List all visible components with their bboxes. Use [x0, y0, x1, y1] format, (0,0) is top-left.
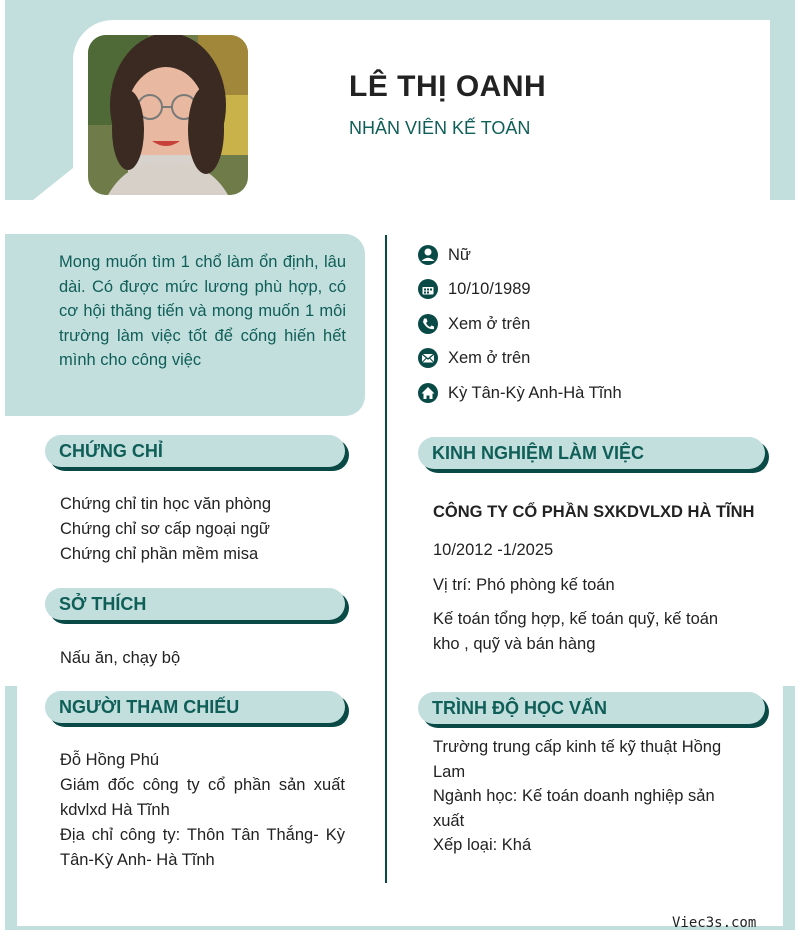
contact-birthday	[417, 277, 531, 301]
home-icon	[417, 382, 439, 404]
address-text: Kỳ Tân-Kỳ Anh-Hà Tĩnh	[448, 383, 622, 402]
phone-icon	[417, 313, 439, 335]
birthday-text: 10/10/1989	[448, 279, 531, 298]
contact-address	[417, 381, 622, 405]
job-title: NHÂN VIÊN KẾ TOÁN	[349, 118, 531, 138]
certificate-item: Chứng chỉ tin học văn phòng	[60, 495, 272, 513]
education-rank: Xếp loại: Khá	[433, 836, 532, 854]
contact-phone	[417, 312, 530, 336]
phone-text: Xem ở trên	[448, 314, 531, 333]
certificates-header	[45, 435, 345, 467]
experience-title: KINH NGHIỆM LÀM VIỆC	[432, 442, 645, 463]
hobbies-text: Nấu ăn, chạy bộ	[60, 649, 181, 667]
reference-address: Địa chỉ công ty: Thôn Tân Thắng- Kỳ Tân-Kỳ Anh- Hà Tĩnh	[60, 826, 345, 869]
experience-header	[418, 437, 765, 469]
certificate-item: Chứng chỉ sơ cấp ngoại ngữ	[60, 520, 270, 538]
education-school: Trường trung cấp kinh tế kỹ thuật Hồng Lam	[433, 738, 722, 781]
profile-photo	[88, 35, 248, 195]
calendar-icon	[417, 278, 439, 300]
company-name: CÔNG TY CỔ PHẦN SXKDVLXD HÀ TĨNH	[433, 503, 755, 521]
header-notch	[33, 168, 73, 200]
education-major: Ngành học: Kế toán doanh nghiệp sản xuất	[433, 787, 715, 830]
watermark: Viec3s.com	[672, 915, 757, 931]
certificate-item: Chứng chỉ phần mềm misa	[60, 545, 259, 563]
work-description: Kế toán tổng hợp, kế toán quỹ, kế toán kho , quỹ và bán hàng	[433, 610, 719, 653]
reference-name: Đỗ Hồng Phú	[60, 751, 160, 769]
hobbies-header	[45, 588, 345, 620]
hobbies-title: SỞ THÍCH	[59, 593, 147, 614]
education-header	[418, 692, 765, 724]
email-icon	[417, 347, 439, 369]
work-period: 10/2012 -1/2025	[433, 541, 554, 559]
references-header	[45, 691, 345, 723]
user-icon	[417, 244, 439, 266]
column-divider	[385, 235, 387, 883]
objective-text: Mong muốn tìm 1 chổ làm ổn định, lâu dài. Có được mức lương phù hợp, có cơ hội thăng tiến và mong muốn 1 môi trường làm việc tốt để cống hiến hết mình cho công việc	[59, 253, 346, 369]
candidate-name: LÊ THỊ OANH	[349, 70, 547, 103]
gender-text: Nữ	[448, 245, 471, 264]
reference-position: Giám đốc công ty cổ phần sản xuất kdvlxd Hà Tĩnh	[60, 776, 345, 819]
education-title: TRÌNH ĐỘ HỌC VẤN	[432, 697, 607, 718]
certificates-title: CHỨNG CHỈ	[59, 440, 163, 461]
contact-email	[417, 346, 530, 370]
work-position: Vị trí: Phó phòng kế toán	[433, 576, 615, 594]
references-title: NGƯỜI THAM CHIẾU	[59, 696, 240, 717]
email-text: Xem ở trên	[448, 348, 531, 367]
contact-gender	[417, 243, 471, 267]
